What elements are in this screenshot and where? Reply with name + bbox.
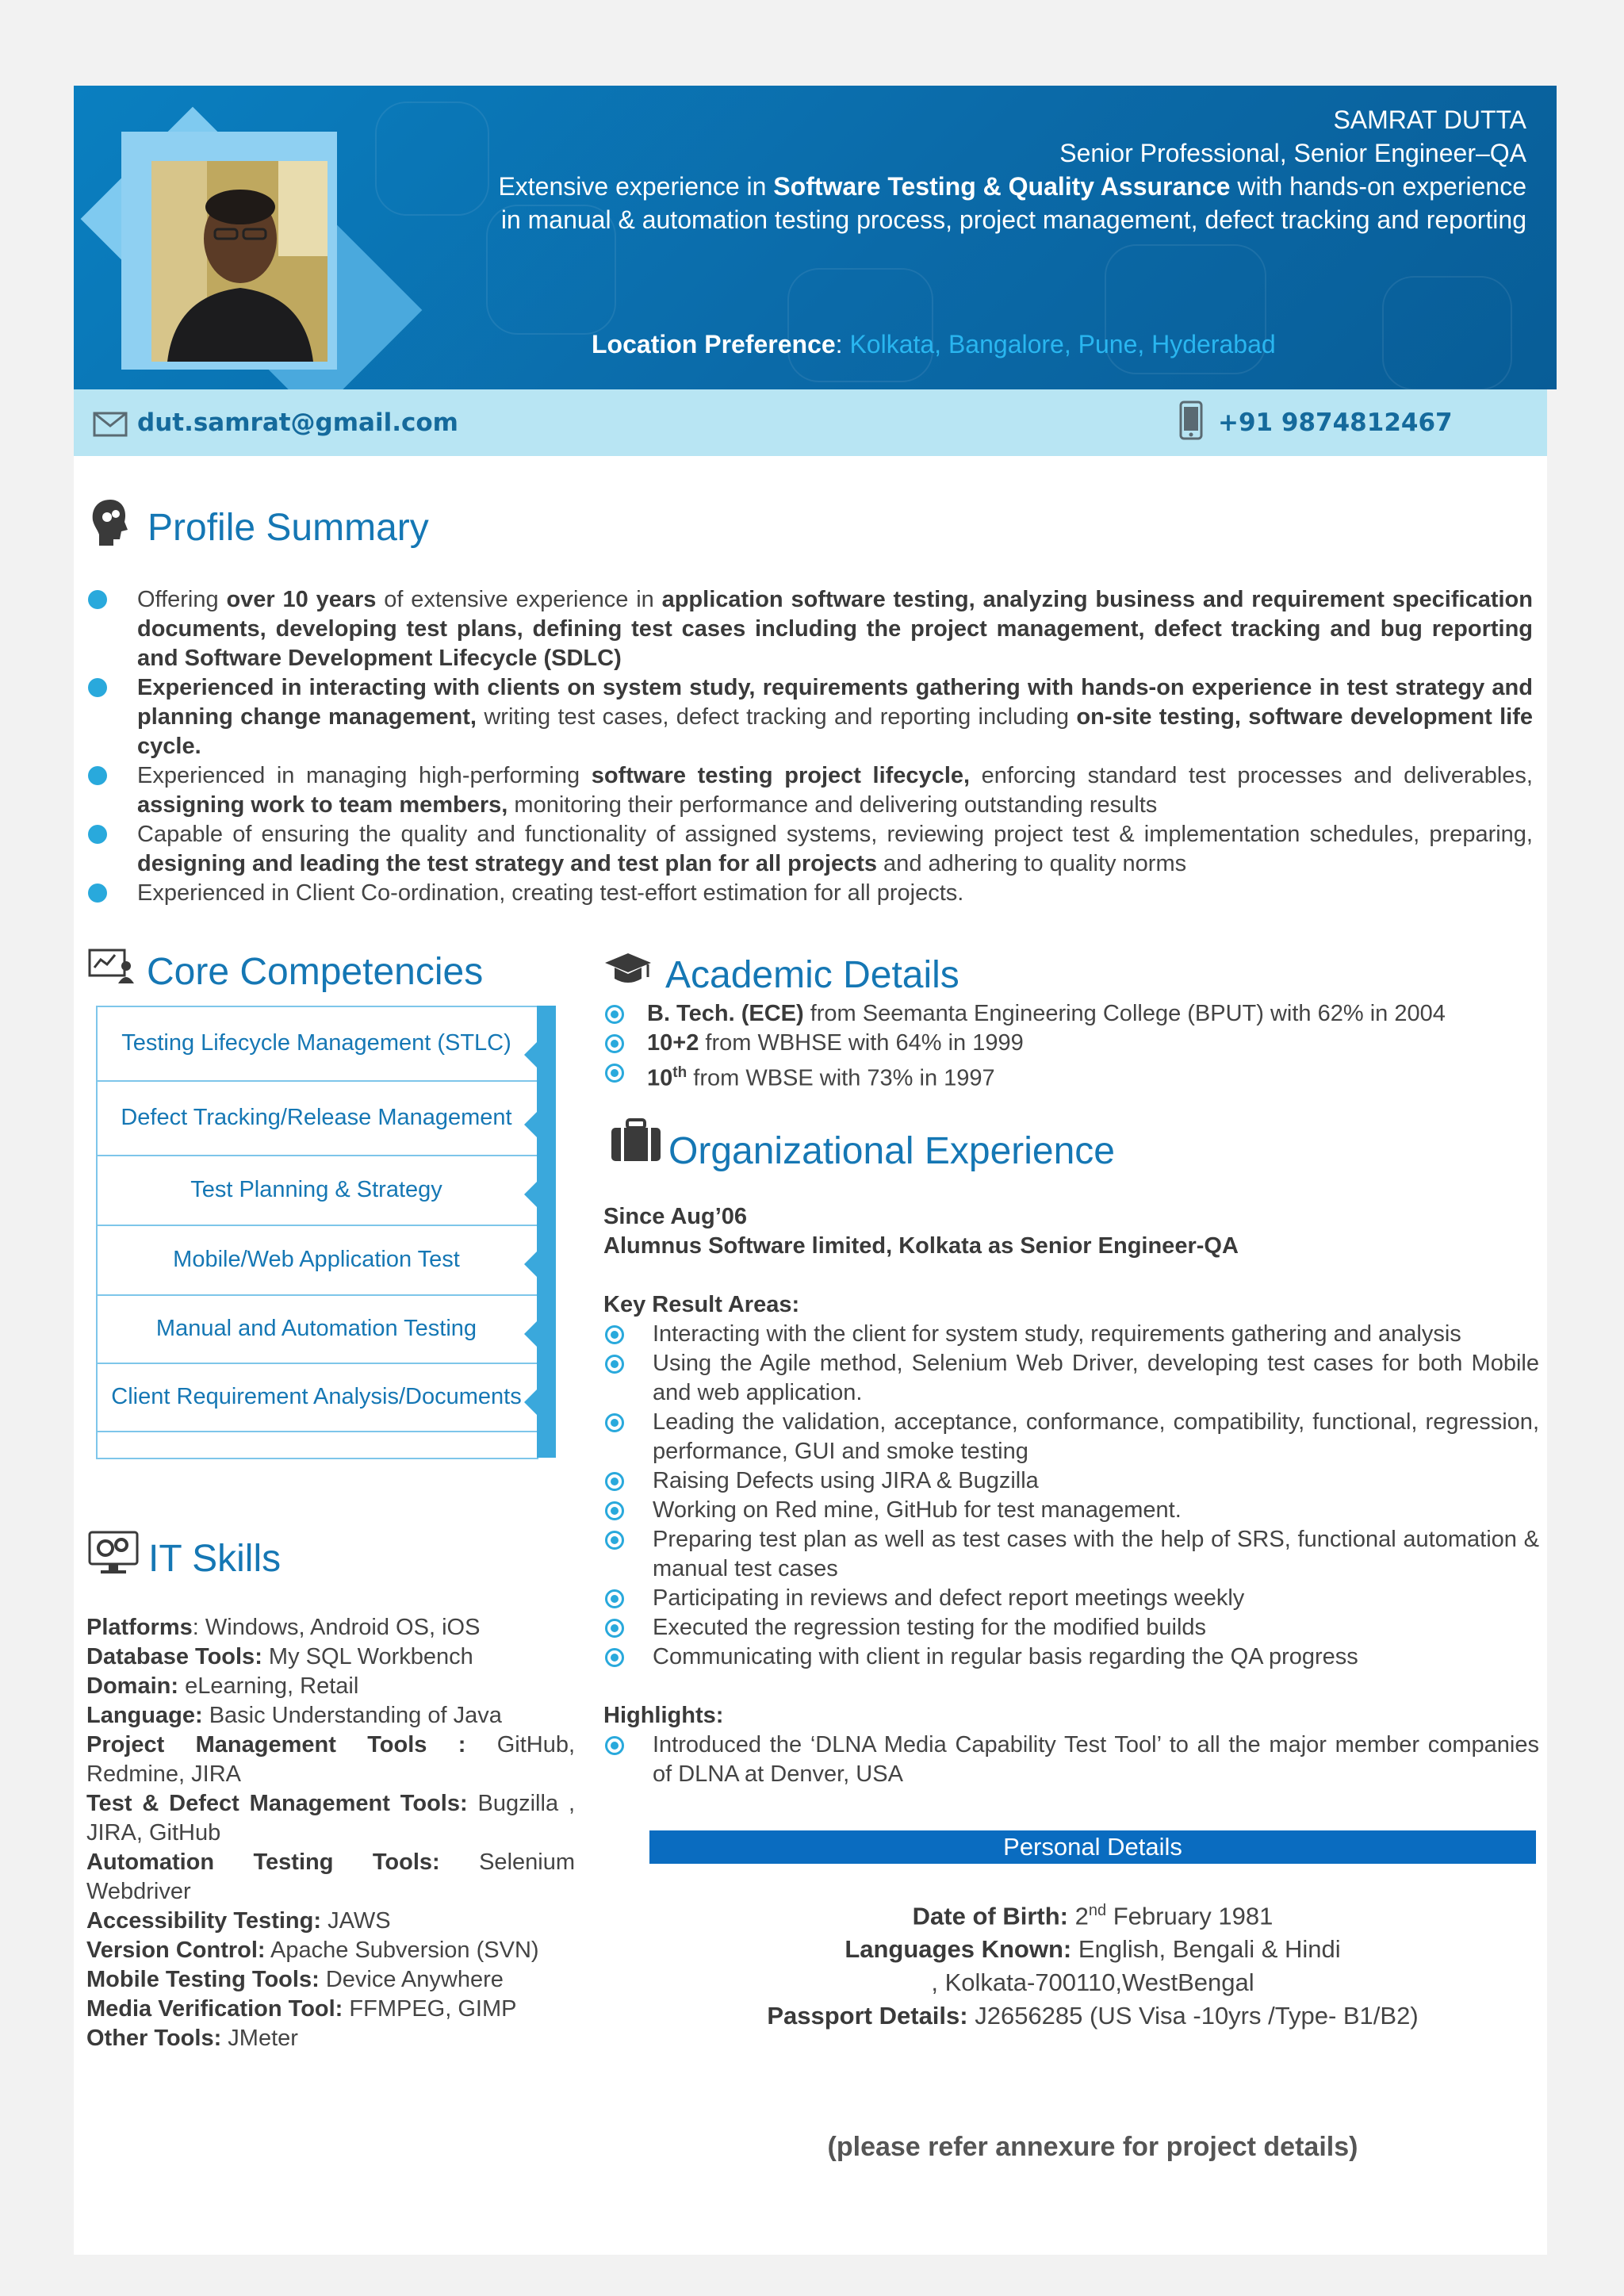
section-title-organizational: Organizational Experience (668, 1130, 1115, 1172)
passport-details: Passport Details: J2656285 (US Visa -10yrs /Type- B1/B2) (767, 2002, 1419, 2030)
academic-item: 10+2 from WBHSE with 64% in 1999 (603, 1029, 1539, 1058)
it-skill-row: Version Control: Apache Subversion (SVN) (86, 1938, 539, 1963)
bullet-ring (605, 1531, 624, 1550)
section-title-academic: Academic Details (665, 954, 959, 996)
result-area-item: Using the Agile method, Selenium Web Driver, developing test cases for both Mobile and web application. (603, 1349, 1539, 1408)
phone-number[interactable]: +91 9874812467 (1218, 408, 1453, 437)
bullet-ring (605, 1501, 624, 1520)
result-area-item: Interacting with the client for system study, requirements gathering and analysis (603, 1320, 1539, 1349)
highlights-label: Highlights: (603, 1703, 724, 1728)
email-icon (93, 412, 128, 437)
academic-item: B. Tech. (ECE) from Seemanta Engineering College (BPUT) with 62% in 2004 (603, 999, 1539, 1029)
competency-item: Defect Tracking/Release Management (96, 1080, 537, 1156)
competency-item: Mobile/Web Application Test (96, 1225, 537, 1296)
section-title-it-skills: IT Skills (148, 1538, 282, 1580)
result-area-item: Communicating with client in regular basis regarding the QA progress (603, 1642, 1539, 1672)
competency-item: Test Planning & Strategy (96, 1155, 537, 1226)
profile-summary-list (74, 585, 1547, 908)
academic-list (603, 999, 1539, 1094)
profile-head-icon (90, 498, 131, 547)
employment-since: Since Aug’06 (603, 1204, 748, 1229)
photo-frame (105, 116, 335, 370)
bullet-ring (605, 1005, 624, 1024)
bullet-dot (88, 590, 107, 609)
candidate-summary-line2: in manual & automation testing process, project management, defect tracking and reporting (500, 205, 1526, 234)
candidate-summary-line1: Extensive experience in Software Testing & Quality Assurance with hands-on experience (498, 172, 1526, 201)
result-area-item: Preparing test plan as well as test cases with the help of SRS, functional automation & manual test cases (603, 1525, 1539, 1584)
bullet-ring (605, 1034, 624, 1053)
candidate-name: SAMRAT DUTTA (1333, 105, 1526, 134)
bullet-ring (605, 1619, 624, 1638)
bullet-dot (88, 884, 107, 903)
it-skill-row: Test & Defect Management Tools: Bugzilla , JIRA, GitHub (86, 1791, 575, 1846)
it-skill-row: Automation Testing Tools: Selenium Webdriver (86, 1849, 575, 1904)
profile-photo (151, 161, 327, 362)
profile-summary-item: Experienced in Client Co-ordination, creating test-effort estimation for all projects. (74, 879, 1547, 908)
it-skill-row: Project Management Tools : GitHub, Redmine, JIRA (86, 1732, 576, 1787)
bullet-dot (88, 678, 107, 697)
bullet-ring (605, 1413, 624, 1432)
personal-details (649, 1894, 1536, 2033)
bullet-ring (605, 1589, 624, 1608)
it-skill-row: Platforms: Windows, Android OS, iOS (86, 1615, 481, 1640)
competency-item: Testing Lifecycle Management (STLC) (96, 1006, 537, 1082)
resume-page (74, 86, 1547, 2255)
competency-item: Client Requirement Analysis/Documents (96, 1363, 537, 1432)
mobile-phone-icon (1179, 401, 1203, 440)
bullet-ring (605, 1648, 624, 1667)
languages-known: Languages Known: English, Bengali & Hindi (845, 1935, 1341, 1964)
section-title-profile: Profile Summary (147, 507, 429, 549)
result-area-item: Raising Defects using JIRA & Bugzilla (603, 1466, 1539, 1496)
contact-bar (74, 389, 1547, 456)
header-banner (74, 86, 1557, 389)
profile-summary-item: Offering over 10 years of extensive experience in application software testing, analyzing business and requirement specification documents, developing test plans, defining test cases including the project management, defect tracking and bug reporting and Software Development Lifecycle (SDLC) (74, 585, 1547, 673)
location-preference: Location Preference: Kolkata, Bangalore, Pune, Hyderabad (592, 330, 1276, 358)
result-area-item: Working on Red mine, GitHub for test management. (603, 1496, 1539, 1525)
it-skill-row: Media Verification Tool: FFMPEG, GIMP (86, 1996, 517, 2022)
graduation-cap-icon (603, 950, 653, 987)
date-of-birth: Date of Birth: 2nd February 1981 (912, 1902, 1274, 1930)
annexure-note: (please refer annexure for project details) (827, 2132, 1358, 2162)
bullet-ring (605, 1355, 624, 1374)
it-skill-row: Language: Basic Understanding of Java (86, 1703, 502, 1728)
result-area-item: Introduced the ‘DLNA Media Capability Test Tool’ to all the major member companies of DLNA at Denver, USA (603, 1731, 1539, 1789)
bullet-dot (88, 766, 107, 785)
it-skill-row: Mobile Testing Tools: Device Anywhere (86, 1967, 504, 1992)
bullet-ring (605, 1325, 624, 1344)
it-skills-icon (88, 1531, 139, 1575)
address: , Kolkata-700110,WestBengal (931, 1968, 1254, 1997)
bullet-ring (605, 1736, 624, 1755)
it-skills-list (86, 1613, 575, 2053)
bullet-ring (605, 1472, 624, 1491)
profile-summary-item: Experienced in managing high-performing software testing project lifecycle, enforcing standard test processes and deliverables, assigning work to team members, monitoring their performance and delivering outstanding results (74, 761, 1547, 820)
briefcase-icon (610, 1118, 662, 1163)
it-skill-row: Domain: eLearning, Retail (86, 1673, 359, 1699)
email-link[interactable]: dut.samrat@gmail.com (137, 408, 458, 437)
profile-summary-item: Capable of ensuring the quality and functionality of assigned systems, reviewing project test & implementation schedules, preparing, designing and leading the test strategy and test plan for all projects and adhering to quality norms (74, 820, 1547, 879)
section-title-core-competencies: Core Competencies (147, 951, 484, 993)
organizational-experience (603, 1202, 1539, 1789)
it-skill-row: Other Tools: JMeter (86, 2026, 298, 2051)
kra-label: Key Result Areas: (603, 1292, 800, 1317)
core-competencies-box (96, 1006, 559, 1458)
result-area-item: Participating in reviews and defect report meetings weekly (603, 1584, 1539, 1613)
employment-company: Alumnus Software limited, Kolkata as Senior Engineer-QA (603, 1233, 1239, 1259)
bullet-dot (88, 825, 107, 844)
competency-item: Manual and Automation Testing (96, 1294, 537, 1364)
academic-item: 10th from WBSE with 73% in 1997 (603, 1058, 1539, 1094)
bullet-ring (605, 1064, 624, 1083)
personal-details-bar: Personal Details (649, 1830, 1536, 1864)
competency-board-icon (88, 949, 136, 985)
it-skill-row: Database Tools: My SQL Workbench (86, 1644, 473, 1669)
result-area-item: Executed the regression testing for the modified builds (603, 1613, 1539, 1642)
header-text (416, 103, 1526, 236)
it-skill-row: Accessibility Testing: JAWS (86, 1908, 391, 1934)
candidate-designation: Senior Professional, Senior Engineer–QA (1059, 139, 1526, 167)
result-area-item: Leading the validation, acceptance, conformance, compatibility, functional, regression, performance, GUI and smoke testing (603, 1408, 1539, 1466)
profile-summary-item: Experienced in interacting with clients on system study, requirements gathering with hands-on experience in test strategy and planning change management, writing test cases, defect tracking and reporting including on-site testing, software development life cycle. (74, 673, 1547, 761)
